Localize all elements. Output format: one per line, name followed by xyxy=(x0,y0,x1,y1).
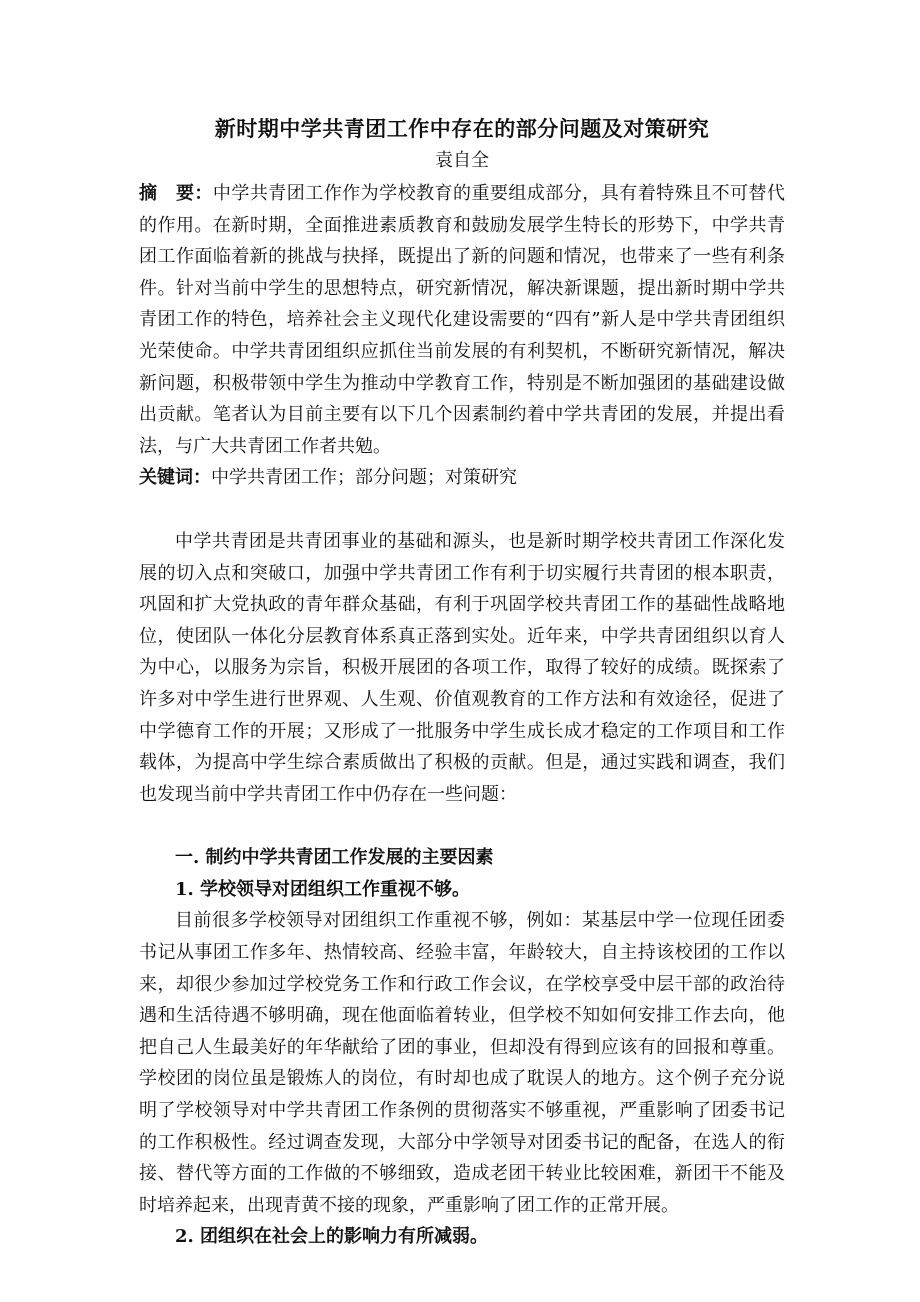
author-name: 袁自全 xyxy=(435,150,489,171)
subsection-1-paragraph: 目前很多学校领导对团组织工作重视不够，例如：某基层中学一位现任团委书记从事团工作多年、热情较高、经验丰富，年龄较大，自主持该校团的工作以来，却很少参加过学校党务工作和行政工作会议，在学校享受中层干部的政治待遇和生活待遇不够明确，现在他面临着转业，但学校不知如何安排工作去向，他把自己人生最美好的年华献给了团的事业，但却没有得到应该有的回报和尊重。学校团的岗位虽是锻炼人的岗位，有时却也成了耽误人的地方。这个例子充分说明了学校领导对中学共青团工作条例的贯彻落实不够重视，严重影响了团委书记的工作积极性。经过调查发现，大部分中学领导对团委书记的配备，在选人的衔接、替代等方面的工作做的不够细致，造成老团干转业比较困难，新团干不能及时培养起来，出现青黄不接的现象，严重影响了团工作的正常开展。 xyxy=(139,910,785,1216)
keywords-line xyxy=(139,462,785,494)
abstract-paragraph xyxy=(139,178,785,462)
document-title: 新时期中学共青团工作中存在的部分问题及对策研究 xyxy=(214,116,710,141)
blank-line xyxy=(139,494,785,526)
subsection-heading-1: 1. 学校领导对团组织工作重视不够。 xyxy=(175,878,471,900)
keywords-label: 关键词： xyxy=(139,467,211,489)
blank-line xyxy=(139,810,785,842)
section-heading-1: 一. 制约中学共青团工作发展的主要因素 xyxy=(175,847,494,869)
abstract-text: 中学共青团工作作为学校教育的重要组成部分，具有着特殊且不可替代的作用。在新时期，全面推进素质教育和鼓励发展学生特长的形势下，中学共青团工作面临着新的挑战与抉择，既提出了新的问题和情况，也带来了一些有利条件。针对当前中学生的思想特点，研究新情况，解决新课题，提出新时期中学共青团工作的特色，培养社会主义现代化建设需要的“四有”新人是中学共青团组织光荣使命。中学共青团组织应抓住当前发展的有利契机，不断研究新情况，解决新问题，积极带领中学生为推动中学教育工作，特别是不断加强团的基础建设做出贡献。笔者认为目前主要有以下几个因素制约着中学共青团的发展，并提出看法，与广大共青团工作者共勉。 xyxy=(139,183,786,457)
intro-paragraph: 中学共青团是共青团事业的基础和源头，也是新时期学校共青团工作深化发展的切入点和突破口，加强中学共青团工作有利于切实履行共青团的根本职责，巩固和扩大党执政的青年群众基础，有利于巩固学校共青团工作的基础性战略地位，使团队一体化分层教育体系真正落到实处。近年来，中学共青团组织以育人为中心，以服务为宗旨，积极开展团的各项工作，取得了较好的成绩。既探索了许多对中学生进行世界观、人生观、价值观教育的工作方法和有效途径，促进了中学德育工作的开展；又形成了一批服务中学生成长成才稳定的工作项目和工作载体，为提高中学生综合素质做出了积极的贡献。但是，通过实践和调查，我们也发现当前中学共青团工作中仍存在一些问题： xyxy=(139,530,785,805)
subsection-heading-2: 2. 团组织在社会上的影响力有所减弱。 xyxy=(175,1226,489,1248)
abstract-label: 摘 要： xyxy=(139,183,213,204)
keywords-text: 中学共青团工作；部分问题；对策研究 xyxy=(211,467,517,489)
document-body xyxy=(139,112,785,1253)
